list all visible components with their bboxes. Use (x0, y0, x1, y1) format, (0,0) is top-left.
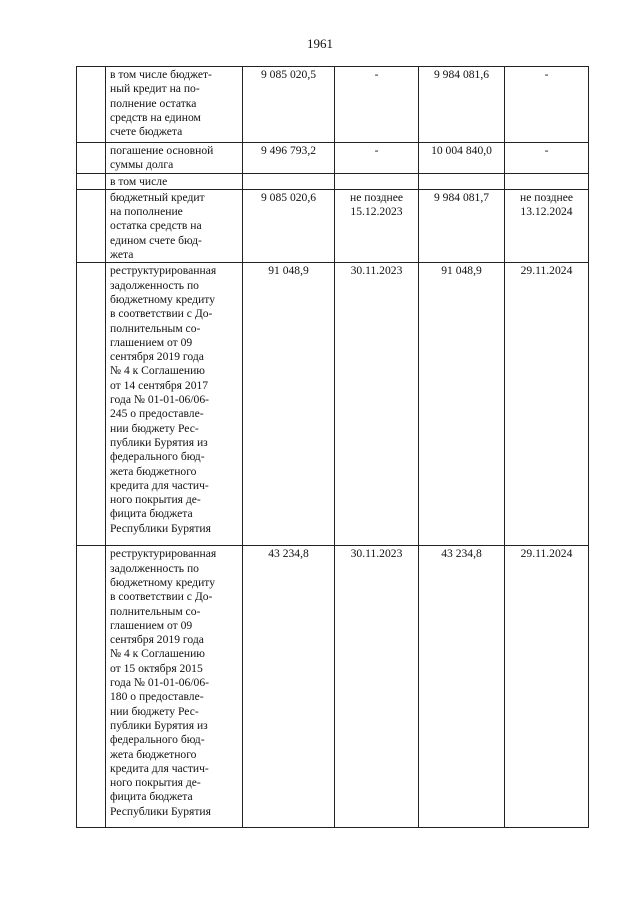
page-number: 1961 (307, 36, 333, 51)
row-number-cell (77, 173, 106, 189)
repayment-term-2023: 30.11.2023 (335, 546, 419, 828)
repayment-term-2024: не позднее 13.12.2024 (505, 189, 589, 262)
table-row (77, 263, 589, 546)
table-row (77, 67, 589, 143)
repayment-term-2024: 29.11.2024 (505, 546, 589, 828)
repayment-term-2023 (335, 173, 419, 189)
repayment-term-2023: 30.11.2023 (335, 263, 419, 546)
amount-2024 (419, 173, 505, 189)
repayment-term-2023: не позднее 15.12.2023 (335, 189, 419, 262)
budget-credit-table (76, 66, 589, 828)
amount-2023: 43 234,8 (243, 546, 335, 828)
row-description: реструктурированная задолженность по бюджетному кредиту в соответствии с До- полнительным со- глашением от 09 сентября 2019 года № 4 к Соглашению от 14 сентября 2017 года № 01-01-06/06- 245 о предоставле- нии бюджету Рес- публики Бурятия из федерального бюд- жета бюджетного кредита для частич- ного покрытия де- фицита бюджета Республики Бурятия (106, 263, 243, 546)
amount-2023 (243, 173, 335, 189)
row-description: погашение основной суммы долга (106, 143, 243, 174)
repayment-term-2024: - (505, 143, 589, 174)
repayment-term-2023: - (335, 143, 419, 174)
amount-2024: 10 004 840,0 (419, 143, 505, 174)
row-description: в том числе (106, 173, 243, 189)
row-number-cell (77, 189, 106, 262)
row-number-cell (77, 143, 106, 174)
row-number-cell (77, 546, 106, 828)
table-body (77, 67, 589, 828)
table-row (77, 173, 589, 189)
amount-2024: 9 984 081,6 (419, 67, 505, 143)
amount-2024: 43 234,8 (419, 546, 505, 828)
table-row (77, 189, 589, 262)
repayment-term-2024: 29.11.2024 (505, 263, 589, 546)
table-row (77, 143, 589, 174)
amount-2023: 9 085 020,5 (243, 67, 335, 143)
row-description: реструктурированная задолженность по бюджетному кредиту в соответствии с До- полнительным со- глашением от 09 сентября 2019 года № 4 к Соглашению от 15 октября 2015 года № 01-01-06/06- 180 о предоставле- нии бюджету Рес- публики Бурятия из федерального бюд- жета бюджетного кредита для частич- ного покрытия де- фицита бюджета Республики Бурятия (106, 546, 243, 828)
repayment-term-2024 (505, 173, 589, 189)
row-number-cell (77, 67, 106, 143)
repayment-term-2024: - (505, 67, 589, 143)
amount-2024: 9 984 081,7 (419, 189, 505, 262)
table-row (77, 546, 589, 828)
amount-2024: 91 048,9 (419, 263, 505, 546)
amount-2023: 9 085 020,6 (243, 189, 335, 262)
repayment-term-2023: - (335, 67, 419, 143)
amount-2023: 9 496 793,2 (243, 143, 335, 174)
row-description: бюджетный кредит на пополнение остатка средств на едином счете бюд- жета (106, 189, 243, 262)
row-description: в том числе бюджет- ный кредит на по- полнение остатка средств на едином счете бюджета (106, 67, 243, 143)
amount-2023: 91 048,9 (243, 263, 335, 546)
row-number-cell (77, 263, 106, 546)
